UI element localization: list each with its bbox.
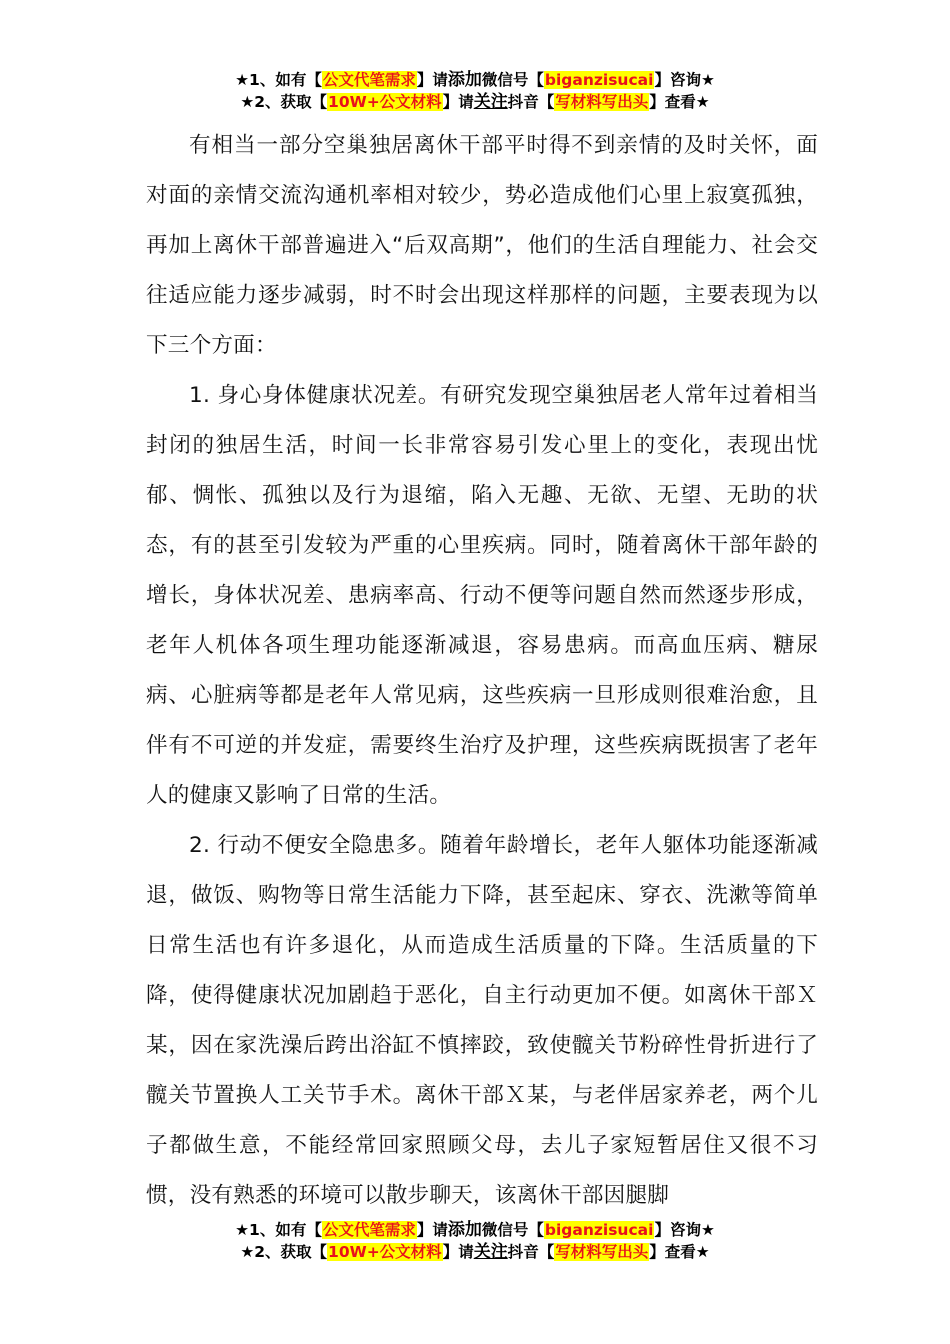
banner-text: 微信号【 xyxy=(481,1221,544,1239)
banner-text: 】查看★ xyxy=(649,93,710,111)
header-banner xyxy=(0,69,950,113)
banner-text: 】请 xyxy=(416,71,448,89)
banner-line-1 xyxy=(0,69,950,91)
banner-text: 】咨询★ xyxy=(654,1221,715,1239)
banner-text: 】请 xyxy=(442,1243,474,1261)
banner-text: 抖音【 xyxy=(507,1243,555,1261)
banner-emphasis: 添加 xyxy=(447,1220,482,1240)
highlight-wechat-id: biganzisucai xyxy=(544,71,654,89)
footer-banner xyxy=(0,1219,950,1263)
banner-text: 微信号【 xyxy=(481,71,544,89)
banner-emphasis: 添加 xyxy=(447,70,482,90)
banner-text: ★1、如有【 xyxy=(235,1221,322,1239)
banner-emphasis: 关注 xyxy=(473,92,508,112)
banner-text: 抖音【 xyxy=(507,93,555,111)
banner-line-2 xyxy=(0,1241,950,1263)
paragraph-safety: 2. 行动不便安全隐患多。随着年龄增长，老年人躯体功能逐渐减退，做饭、购物等日常生活能力下降，甚至起床、穿衣、洗漱等简单日常生活也有许多退化，从而造成生活质量的下降。生活质量的下降，使得健康状况加剧趋于恶化，自主行动更加不便。如离休干部Ｘ某，因在家洗澡后跨出浴缸不慎摔跤，致使髋关节粉碎性骨折进行了髋关节置换人工关节手术。离休干部Ｘ某，与老伴居家养老，两个儿子都做生意，不能经常回家照顾父母，去儿子家短暂居住又很不习惯，没有熟悉的环境可以散步聊天，该离休干部因腿脚 xyxy=(146,833,818,1208)
banner-text: 】查看★ xyxy=(649,1243,710,1261)
highlight-douyin-id: 写材料写出头 xyxy=(555,93,649,111)
banner-emphasis: 关注 xyxy=(473,1242,508,1262)
banner-text: 】请 xyxy=(416,1221,448,1239)
paragraph-health: 1. 身心身体健康状况差。有研究发现空巢独居老人常年过着相当封闭的独居生活，时间一长非常容易引发心里上的变化，表现出忧郁、惆怅、孤独以及行为退缩，陷入无趣、无欲、无望、无助的状态，有的甚至引发较为严重的心里疾病。同时，随着离休干部年龄的增长，身体状况差、患病率高、行动不便等问题自然而然逐步形成，老年人机体各项生理功能逐渐减退，容易患病。而高血压病、糖尿病、心脏病等都是老年人常见病，这些疾病一旦形成则很难治愈，且伴有不可逆的并发症，需要终生治疗及护理，这些疾病既损害了老年人的健康又影响了日常的生活。 xyxy=(146,383,818,808)
paragraph-intro: 有相当一部分空巢独居离休干部平时得不到亲情的及时关怀，面对面的亲情交流沟通机率相对较少，势必造成他们心里上寂寞孤独，再加上离休干部普遍进入“后双高期”，他们的生活自理能力、社会交往适应能力逐步减弱，时不时会出现这样那样的问题，主要表现为以下三个方面： xyxy=(146,133,818,358)
banner-text: ★2、获取【 xyxy=(240,93,328,111)
highlight-douyin-id: 写材料写出头 xyxy=(555,1243,649,1261)
banner-line-1 xyxy=(0,1219,950,1241)
highlight-service: 公文代笔需求 xyxy=(322,1221,416,1239)
banner-text: 】咨询★ xyxy=(654,71,715,89)
highlight-materials: 10W+公文材料 xyxy=(328,93,442,111)
highlight-wechat-id: biganzisucai xyxy=(544,1221,654,1239)
highlight-materials: 10W+公文材料 xyxy=(328,1243,442,1261)
banner-line-2 xyxy=(0,91,950,113)
banner-text: ★1、如有【 xyxy=(235,71,322,89)
document-body xyxy=(146,121,818,1221)
banner-text: 】请 xyxy=(442,93,474,111)
banner-text: ★2、获取【 xyxy=(240,1243,328,1261)
highlight-service: 公文代笔需求 xyxy=(322,71,416,89)
